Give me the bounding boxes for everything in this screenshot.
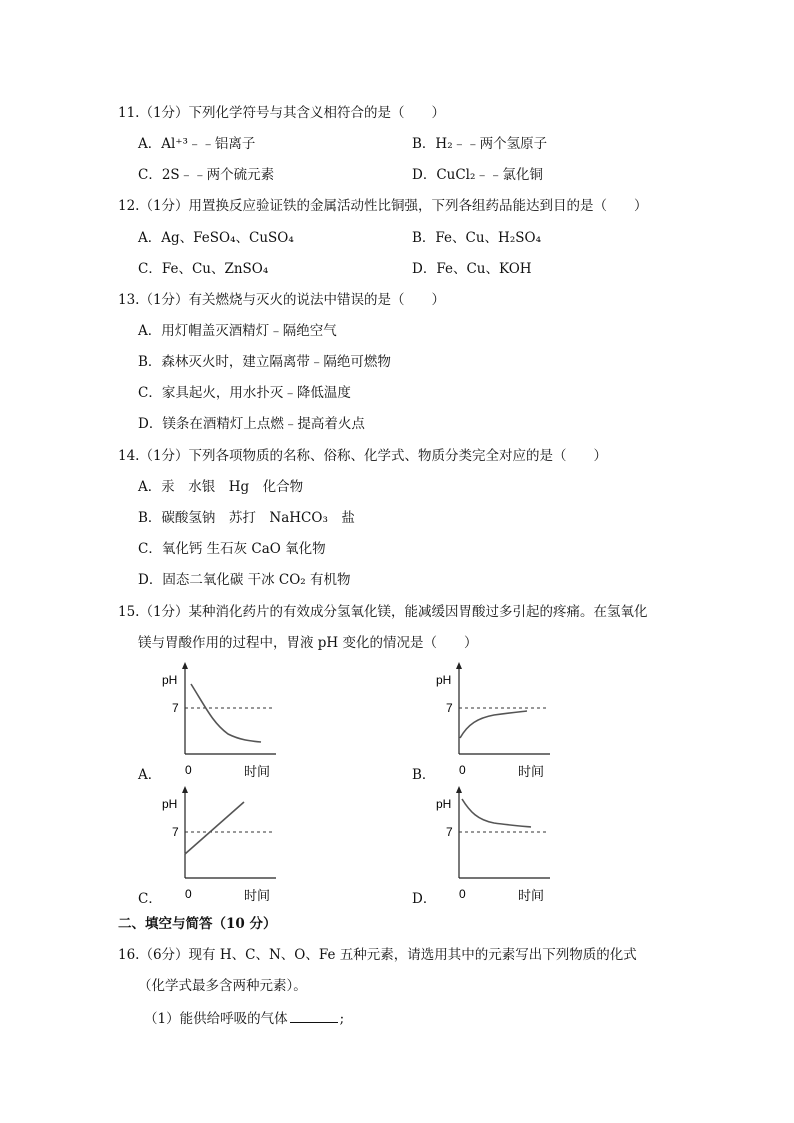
time-label: 时间 [244, 888, 271, 903]
q16-stem-line2: （化学式最多含两种元素）。 [138, 978, 307, 994]
q12-stem: 12.（1分）用置换反应验证铁的金属活动性比铜强，下列各组药品能达到目的是（ ） [118, 198, 648, 214]
q15-option-c-label: C． [138, 891, 162, 907]
zero-label: 0 [459, 887, 466, 901]
q14-option-b: B．碳酸氢钠 苏打 NaHCO₃ 盐 [138, 510, 355, 526]
q15-option-a-label: A． [138, 767, 162, 783]
zero-label: 0 [459, 763, 466, 777]
q12-option-a: A．Ag、FeSO₄、CuSO₄ [138, 230, 294, 246]
semicolon: ; [339, 1011, 345, 1027]
graph-a [158, 658, 308, 788]
q16-stem-line1: 16.（6分）现有 H、C、N、O、Fe 五种元素，请选用其中的元素写出下列物质的化式 [118, 947, 637, 963]
seven-label: 7 [172, 825, 179, 839]
q15-stem-line1: 15.（1分）某种消化药片的有效成分氢氧化镁，能减缓因胃酸过多引起的疼痛。在氢氧化 [118, 604, 648, 620]
q15-option-b-label: B． [412, 767, 436, 783]
q13-option-a: A．用灯帽盖灭酒精灯﹣隔绝空气 [138, 323, 337, 339]
q11-option-a: A．Al⁺³﹣﹣铝离子 [138, 136, 256, 152]
ph-curve [191, 684, 261, 742]
q14-option-c: C．氧化钙 生石灰 CaO 氧化物 [138, 541, 326, 557]
graph-c [158, 782, 308, 912]
q16-sub1 [144, 1008, 344, 1029]
ph-curve [185, 802, 244, 854]
zero-label: 0 [185, 887, 192, 901]
seven-label: 7 [172, 701, 179, 715]
q11-stem: 11.（1分）下列化学符号与其含义相符合的是（ ） [118, 105, 446, 121]
ph-label: pH [162, 797, 178, 811]
q13-stem: 13.（1分）有关燃烧与灭火的说法中错误的是（ ） [118, 292, 446, 308]
seven-label: 7 [446, 825, 453, 839]
graph-b [432, 658, 582, 788]
q12-option-b: B．Fe、Cu、H₂SO₄ [412, 230, 541, 246]
q12-option-c: C．Fe、Cu、ZnSO₄ [138, 261, 269, 277]
q13-option-c: C．家具起火，用水扑灭﹣降低温度 [138, 385, 351, 401]
q13-option-b: B．森林灭火时，建立隔离带﹣隔绝可燃物 [138, 354, 391, 370]
q11-option-b: B．H₂﹣﹣两个氢原子 [412, 136, 548, 152]
ph-label: pH [436, 797, 452, 811]
section-heading: 二、填空与简答（10 分） [118, 916, 277, 932]
zero-label: 0 [185, 763, 192, 777]
ph-curve [460, 711, 527, 738]
q13-option-d: D．镁条在酒精灯上点燃﹣提高着火点 [138, 416, 365, 432]
ph-label: pH [162, 673, 178, 687]
y-axis-arrow [456, 662, 462, 669]
time-label: 时间 [244, 764, 271, 779]
time-label: 时间 [518, 764, 545, 779]
seven-label: 7 [446, 701, 453, 715]
q14-stem: 14.（1分）下列各项物质的名称、俗称、化学式、物质分类完全对应的是（ ） [118, 448, 608, 464]
q11-option-d: D．CuCl₂﹣﹣氯化铜 [412, 167, 543, 183]
q14-option-a: A．汞 水银 Hg 化合物 [138, 479, 304, 495]
ph-label: pH [436, 673, 452, 687]
q12-option-d: D．Fe、Cu、KOH [412, 261, 532, 277]
y-axis-arrow [182, 662, 188, 669]
time-label: 时间 [518, 888, 545, 903]
y-axis-arrow [456, 786, 462, 793]
answer-blank[interactable] [290, 1008, 338, 1023]
y-axis-arrow [182, 786, 188, 793]
q15-stem-line2: 镁与胃酸作用的过程中，胃液 pH 变化的情况是（ ） [138, 635, 478, 651]
q11-option-c: C．2S﹣﹣两个硫元素 [138, 167, 275, 183]
graph-d [432, 782, 582, 912]
q16-sub1-text: （1）能供给呼吸的气体 [144, 1011, 288, 1027]
q15-option-d-label: D． [412, 891, 437, 907]
ph-curve [462, 799, 531, 827]
q14-option-d: D．固态二氧化碳 干冰 CO₂ 有机物 [138, 572, 351, 588]
